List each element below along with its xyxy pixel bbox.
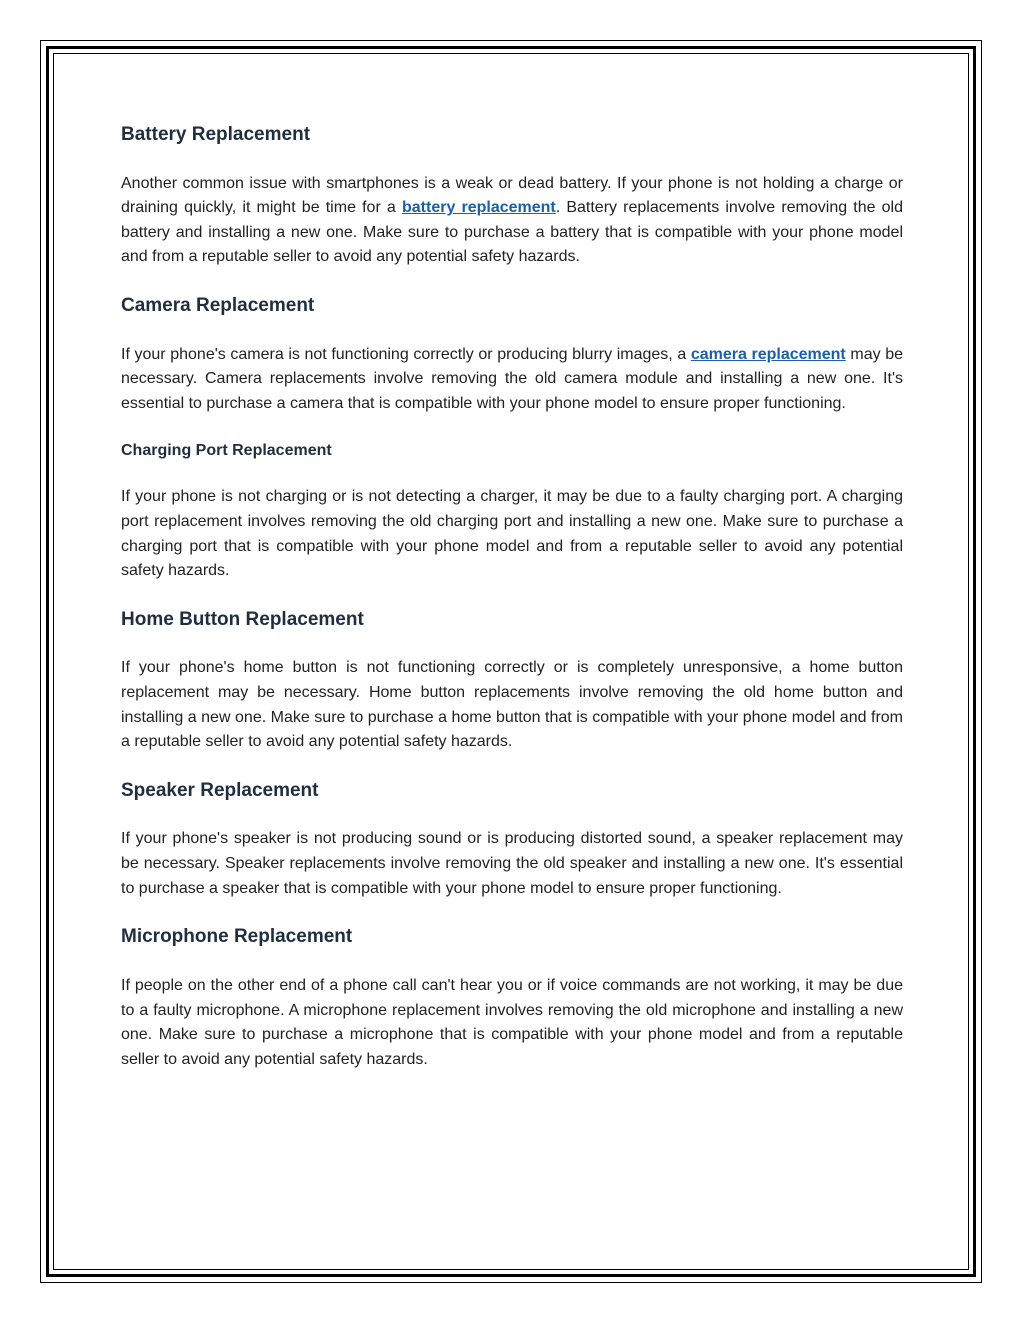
section-paragraph: If people on the other end of a phone call can't hear you or if voice commands are not working, it may be due to a faulty microphone. A microphone replacement involves removing the old microphone and installing a new one. Make sure to purchase a microphone that is compatible with your phone model and from a reputable seller to avoid any potential safety hazards. [121, 976, 903, 1068]
section-speaker-replacement [121, 779, 903, 901]
section-heading: Charging Port Replacement [121, 441, 332, 459]
section-paragraph: If your phone is not charging or is not detecting a charger, it may be due to a faulty charging port. A charging port replacement involves removing the old charging port and installing a new one. Make sure to purchase a charging port that is compatible with your phone model and from a reputable seller to avoid any potential safety hazards. [121, 488, 903, 580]
section-heading: Microphone Replacement [121, 926, 353, 948]
section-heading: Speaker Replacement [121, 779, 319, 801]
section-paragraph: If your phone's home button is not functioning correctly or is completely unresponsive, a home button replacement may be necessary. Home button replacements involve removing the old home button and installing a new one. Make sure to purchase a home button that is compatible with your phone model and from a reputable seller to avoid any potential safety hazards. [121, 659, 903, 751]
battery-replacement-link[interactable]: battery replacement [401, 199, 556, 217]
paragraph-text: If your phone's camera is not functioning correctly or producing blurry images, a [121, 345, 691, 363]
paragraph-text: may be necessary. Camera replacements involve removing the old camera module and installing a new one. It's essential to purchase a camera that is compatible with your phone model to ensure proper functioning. [121, 345, 903, 412]
section-paragraph [121, 172, 903, 270]
section-paragraph: If your phone's speaker is not producing sound or is producing distorted sound, a speaker replacement may be necessary. Speaker replacements involve removing the old speaker and installing a new one. It's essential to purchase a speaker that is compatible with your phone model to ensure proper functioning. [121, 830, 903, 897]
camera-replacement-link[interactable]: camera replacement [690, 345, 846, 363]
section-heading: Battery Replacement [121, 124, 311, 145]
document-content [121, 118, 903, 1096]
section-heading: Home Button Replacement [121, 608, 364, 630]
paragraph-text: Another common issue with smartphones is a weak or dead battery. If your phone is not holding a charge or draining quickly, it might be time for a [121, 174, 903, 217]
section-heading: Camera Replacement [121, 295, 315, 317]
section-microphone-replacement [121, 925, 903, 1072]
section-camera-replacement [121, 294, 903, 416]
section-paragraph [121, 343, 903, 417]
paragraph-text: . Battery replacements involve removing the old battery and installing a new one. Make sure to purchase a battery that is compatible with your phone model and from a reputable seller to avoid any potential safety hazards. [121, 199, 904, 266]
section-battery-replacement [121, 123, 903, 270]
section-home-button-replacement [121, 608, 903, 755]
section-charging-port-replacement [121, 441, 903, 584]
